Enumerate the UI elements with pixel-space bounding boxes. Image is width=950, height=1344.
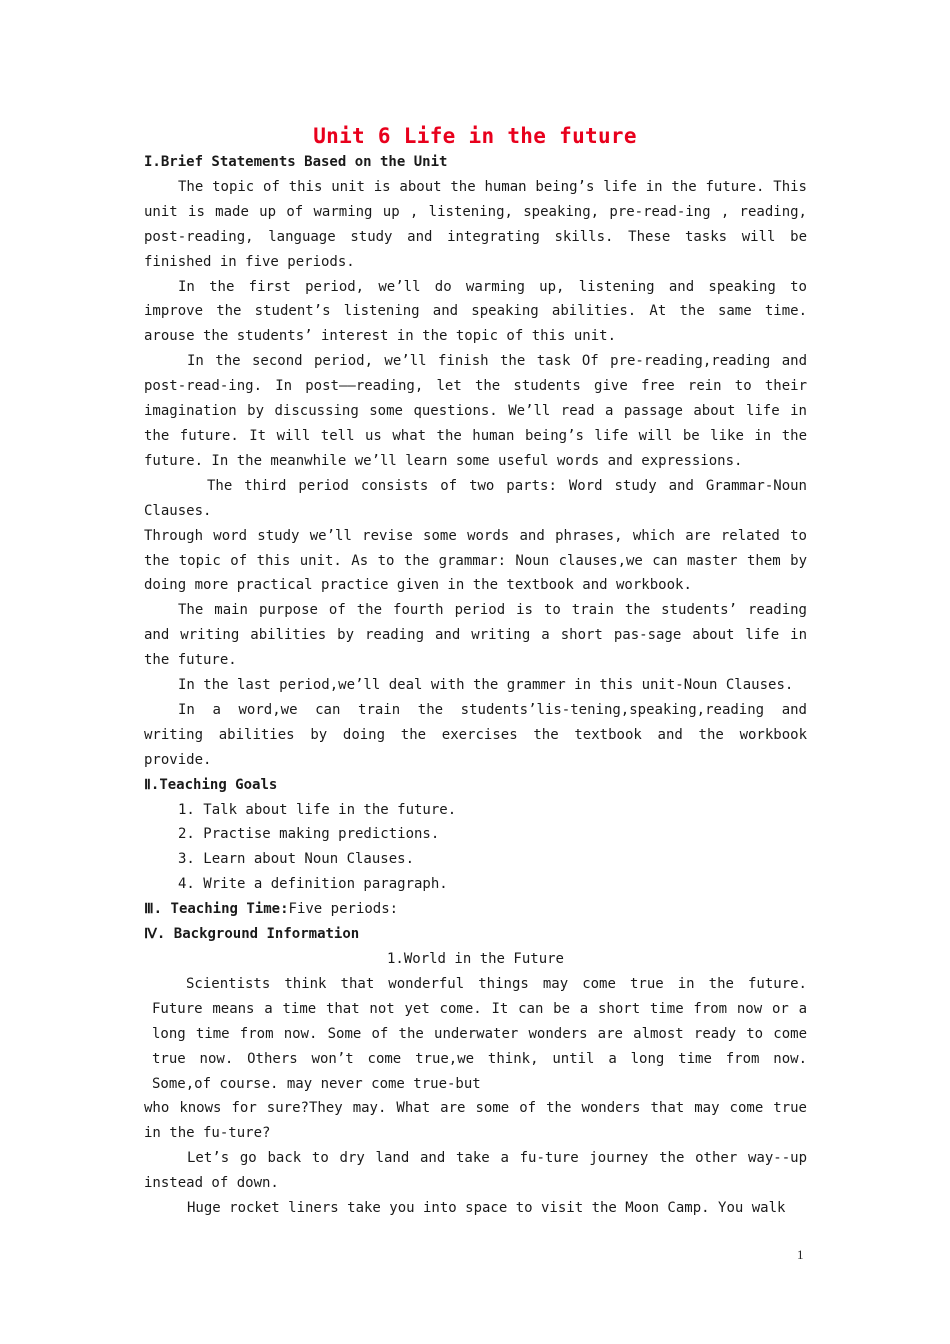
section-heading-teaching-time: Ⅲ. Teaching Time: [144, 901, 289, 918]
paragraph: In the first period, we’ll do warming up, listening and speaking to improve the student’s listening and speaking abilities. At the same time. arouse the students’ interest in the topic of this unit. [144, 278, 807, 345]
paragraph: In the last period,we’ll deal with the grammer in this unit-Noun Clauses. [178, 677, 794, 694]
list-item: 1. Talk about life in the future. [178, 801, 457, 818]
section-heading-teaching-goals: Ⅱ.Teaching Goals [144, 776, 278, 793]
subheading-world-in-the-future: 1.World in the Future [386, 951, 564, 967]
paragraph: Through word study we’ll revise some words and phrases, which are related to the topic of this unit. As to the grammar: Noun clauses,we can master them by doing more practical practice given in the textbook and workbook. [144, 527, 807, 594]
teaching-time-value: Five periods: [288, 901, 399, 918]
paragraph: In the second period, we’ll finish the task Of pre-reading,reading and post-read-ing. In post——reading, let the students give free rein to their imagination by discussing some questions. We’ll read a passage about life in the future. It will tell us what the human being’s life will be like in the future. In the meanwhile we’ll learn some useful words and expressions. [144, 353, 807, 469]
paragraph: who knows for sure?They may. What are some of the wonders that may come true in the fu-ture? [144, 1100, 807, 1142]
section-heading-background-information: Ⅳ. Background Information [144, 926, 360, 943]
paragraph: The third period consists of two parts: Word study and Grammar-Noun Clauses. [144, 477, 807, 519]
paragraph: In a word,we can train the students’lis-tening,speaking,reading and writing abilities by doing the exercises the textbook and the workbook provide. [144, 701, 807, 768]
list-item: 3. Learn about Noun Clauses. [178, 851, 415, 868]
section-heading-brief-statements: I.Brief Statements Based on the Unit [144, 154, 448, 170]
teaching-time-line [144, 897, 807, 922]
unit-title: Unit 6 Life in the future [313, 124, 637, 148]
paragraph: Huge rocket liners take you into space to visit the Moon Camp. You walk [187, 1200, 786, 1217]
list-item: 2. Practise making predictions. [178, 826, 440, 843]
document-body [144, 150, 807, 1221]
paragraph: The topic of this unit is about the human being’s life in the future. This unit is made up of warming up , listening, speaking, pre-read-ing , reading, post-reading, language study and integrating skills. These tasks will be finished in five periods. [144, 178, 807, 270]
paragraph: The main purpose of the fourth period is to train the students’ reading and writing abilities by reading and writing a short pas-sage about life in the future. [144, 602, 807, 669]
page-number: 1 [797, 1247, 804, 1262]
paragraph: Let’s go back to dry land and take a fu-ture journey the other way--up instead of down. [144, 1150, 807, 1192]
paragraph: Scientists think that wonderful things may come true in the future. Future means a time that not yet come. It can be a short time from now or a long time from now. Some of the underwater wonders are almost ready to come true now. Others won’t come true,we think, until a long time from now. Some,of course. may never come true-but [152, 975, 807, 1092]
list-item: 4. Write a definition paragraph. [178, 876, 448, 893]
